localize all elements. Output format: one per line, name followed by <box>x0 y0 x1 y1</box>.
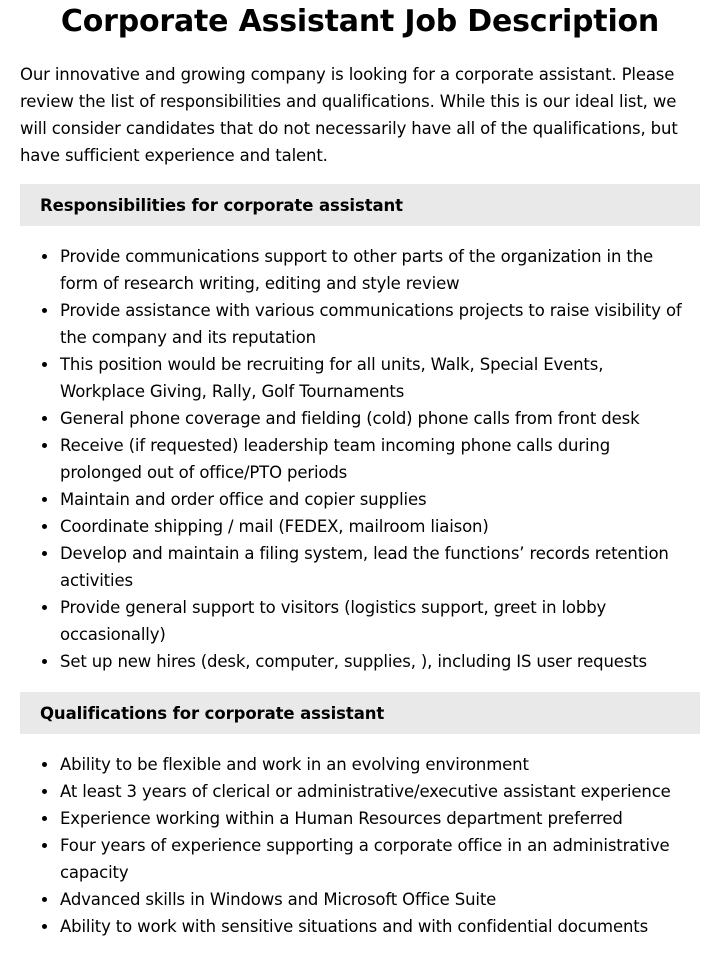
responsibility-item: This position would be recruiting for all units, Walk, Special Events, Workplace Giving, Rally, Golf Tournaments <box>60 351 690 405</box>
page-title: Corporate Assistant Job Description <box>60 4 660 39</box>
qualification-item: Ability to be flexible and work in an evolving environment <box>60 751 690 778</box>
responsibilities-list <box>20 243 700 675</box>
responsibility-item: Provide general support to visitors (logistics support, greet in lobby occasionally) <box>60 594 690 648</box>
responsibilities-heading: Responsibilities for corporate assistant <box>20 184 700 226</box>
qualifications-heading: Qualifications for corporate assistant <box>20 692 700 734</box>
qualification-item: Ability to work with sensitive situations and with confidential documents <box>60 913 690 940</box>
responsibility-item: Maintain and order office and copier supplies <box>60 486 690 513</box>
qualification-item: At least 3 years of clerical or administrative/executive assistant experience <box>60 778 690 805</box>
responsibility-item: Coordinate shipping / mail (FEDEX, mailroom liaison) <box>60 513 690 540</box>
responsibility-item: Provide communications support to other parts of the organization in the form of research writing, editing and style review <box>60 243 690 297</box>
responsibility-item: Develop and maintain a filing system, lead the functions’ records retention activities <box>60 540 690 594</box>
responsibility-item: General phone coverage and fielding (cold) phone calls from front desk <box>60 405 690 432</box>
qualification-item: Four years of experience supporting a corporate office in an administrative capacity <box>60 832 690 886</box>
responsibility-item: Set up new hires (desk, computer, supplies, ), including IS user requests <box>60 648 690 675</box>
qualifications-list <box>20 751 700 940</box>
qualification-item: Advanced skills in Windows and Microsoft Office Suite <box>60 886 690 913</box>
intro-paragraph: Our innovative and growing company is looking for a corporate assistant. Please review the list of responsibilities and qualifications. While this is our ideal list, we will consider candidates that do not necessarily have all of the qualifications, but have sufficient experience and talent. <box>20 65 678 165</box>
qualification-item: Experience working within a Human Resources department preferred <box>60 805 690 832</box>
responsibility-item: Provide assistance with various communications projects to raise visibility of the company and its reputation <box>60 297 690 351</box>
responsibility-item: Receive (if requested) leadership team incoming phone calls during prolonged out of office/PTO periods <box>60 432 690 486</box>
